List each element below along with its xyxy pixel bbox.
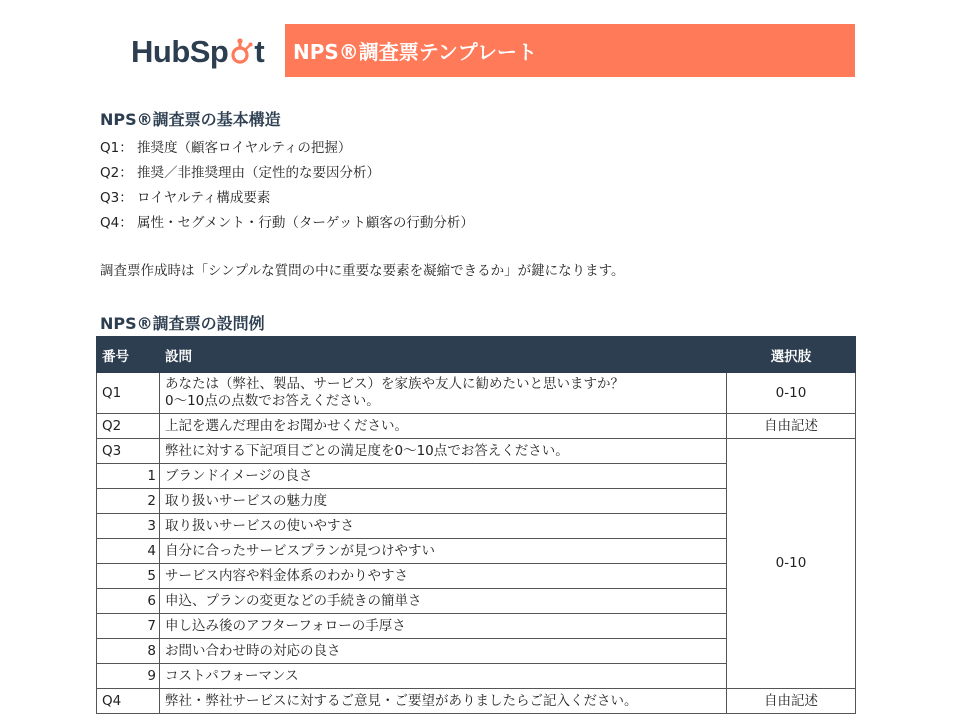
q3-sub-number: 5 bbox=[97, 564, 160, 589]
hubspot-logo bbox=[131, 36, 264, 67]
q2-question: 上記を選んだ理由をお聞かせください。 bbox=[160, 414, 727, 439]
examples-heading: NPS®調査票の設問例 bbox=[100, 314, 265, 333]
q3-sub-item: 自分に合ったサービスプランが見つけやすい bbox=[160, 539, 727, 564]
q3-number: Q3 bbox=[97, 439, 160, 464]
q3-sub-item: 申込、プランの変更などの手続きの簡単さ bbox=[160, 589, 727, 614]
column-header-question: 設問 bbox=[160, 337, 727, 373]
q3-sub-number: 2 bbox=[97, 489, 160, 514]
q3-sub-number: 4 bbox=[97, 539, 160, 564]
q3-choice: 0-10 bbox=[727, 439, 856, 689]
logo-text-part1: HubSp bbox=[131, 34, 229, 69]
structure-note: 調査票作成時は「シンプルな質問の中に重要な要素を凝縮できるか」が鍵になります。 bbox=[100, 263, 625, 279]
structure-heading: NPS®調査票の基本構造 bbox=[100, 110, 281, 129]
page-title: NPS®調査票テンプレート bbox=[285, 24, 855, 77]
structure-item-q3: Q3： ロイヤルティ構成要素 bbox=[100, 190, 271, 206]
q1-question-line2: 0〜10点の点数でお答えください。 bbox=[165, 393, 380, 409]
q3-sub-item: サービス内容や料金体系のわかりやすさ bbox=[160, 564, 727, 589]
q3-sub-item: ブランドイメージの良さ bbox=[160, 464, 727, 489]
column-header-choice: 選択肢 bbox=[727, 337, 856, 373]
structure-item-q2: Q2： 推奨／非推奨理由（定性的な要因分析） bbox=[100, 165, 381, 181]
q3-sub-number: 1 bbox=[97, 464, 160, 489]
q2-choice: 自由記述 bbox=[727, 414, 856, 439]
q3-sub-item: お問い合わせ時の対応の良さ bbox=[160, 639, 727, 664]
table-row-q2 bbox=[97, 414, 856, 439]
table-row-q3 bbox=[97, 439, 856, 464]
q1-question-line1: あなたは（弊社、製品、サービス）を家族や友人に勧めたいと思いますか？ bbox=[165, 376, 624, 392]
q2-number: Q2 bbox=[97, 414, 160, 439]
q4-choice: 自由記述 bbox=[727, 689, 856, 714]
q1-choice: 0-10 bbox=[727, 373, 856, 414]
q4-question: 弊社・弊社サービスに対するご意見・ご要望がありましたらご記入ください。 bbox=[160, 689, 727, 714]
structure-item-q4: Q4： 属性・セグメント・行動（ターゲット顧客の行動分析） bbox=[100, 215, 474, 231]
sprocket-icon bbox=[229, 40, 253, 64]
structure-list bbox=[100, 136, 474, 236]
q1-number: Q1 bbox=[97, 373, 160, 414]
structure-item-q1: Q1： 推奨度（顧客ロイヤルティの把握） bbox=[100, 140, 352, 156]
q3-sub-number: 3 bbox=[97, 514, 160, 539]
q3-sub-number: 8 bbox=[97, 639, 160, 664]
q3-question: 弊社に対する下記項目ごとの満足度を0〜10点でお答えください。 bbox=[160, 439, 727, 464]
logo-text-part2: t bbox=[254, 34, 265, 69]
q3-sub-item: 取り扱いサービスの魅力度 bbox=[160, 489, 727, 514]
q3-sub-item: 取り扱いサービスの使いやすさ bbox=[160, 514, 727, 539]
q1-question bbox=[160, 373, 727, 414]
column-header-number: 番号 bbox=[97, 337, 160, 373]
table-row-q1 bbox=[97, 373, 856, 414]
question-table bbox=[96, 336, 856, 714]
q3-sub-item: コストパフォーマンス bbox=[160, 664, 727, 689]
table-header-row bbox=[97, 337, 856, 373]
q3-sub-number: 6 bbox=[97, 589, 160, 614]
q3-sub-number: 9 bbox=[97, 664, 160, 689]
q3-sub-item: 申し込み後のアフターフォローの手厚さ bbox=[160, 614, 727, 639]
q4-number: Q4 bbox=[97, 689, 160, 714]
table-row-q4 bbox=[97, 689, 856, 714]
q3-sub-number: 7 bbox=[97, 614, 160, 639]
